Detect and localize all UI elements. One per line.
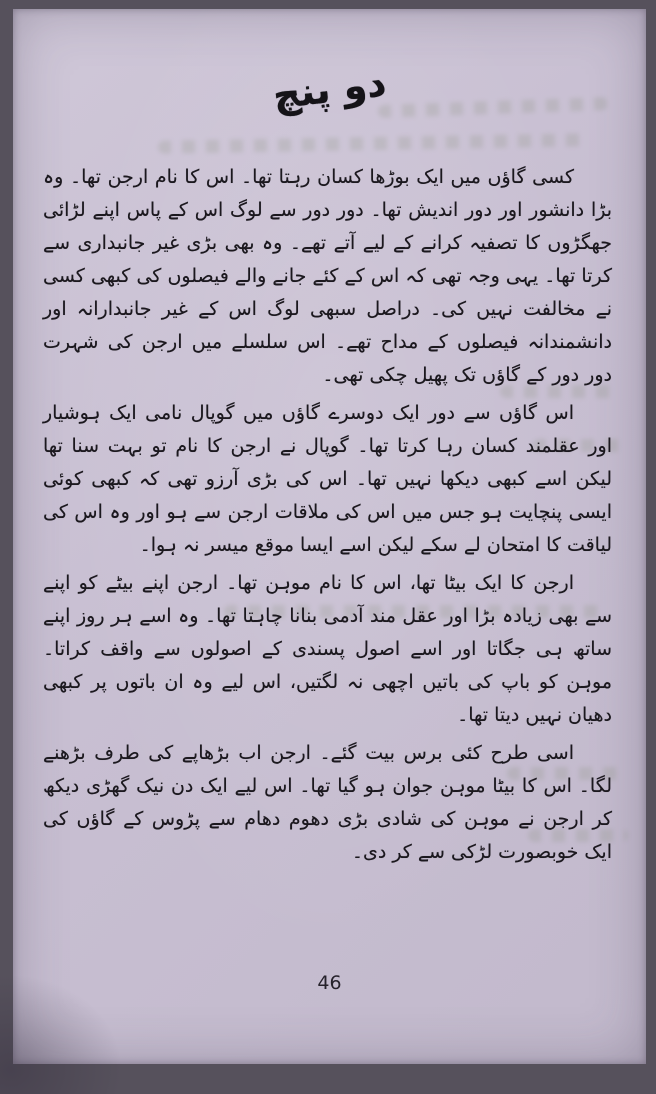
paragraph: ارجن کا ایک بیٹا تھا، اس کا نام موہن تھا۔ ارجن اپنے بیٹے کو اپنے سے بھی زیادہ بڑا اور عقل مند آدمی بنانا چاہتا تھا۔ وہ اسے ہر روز اپنے ساتھ ہی جگاتا اور اسے اصول پسندی کے اصولوں سے واقف کراتا۔ موہن کو باپ کی باتیں اچھی نہ لگتیں، اس لیے وہ ان باتوں پر کبھی دھیان نہیں دیتا تھا۔ — [43, 572, 612, 726]
paragraph: کسی گاؤں میں ایک بوڑھا کسان رہتا تھا۔ اس کا نام ارجن تھا۔ وہ بڑا دانشور اور دور اندیش تھا۔ دور دور سے لوگ اس کے پاس اپنے لڑائی جھگڑوں کا تصفیہ کرانے کے لیے آتے تھے۔ وہ بھی بڑی غیر جانبداری سے کرتا تھا۔ یہی وجہ تھی کہ اس کے کئے جانے والے فیصلوں کی کبھی کسی نے مخالفت نہیں کی۔ دراصل سبھی لوگ اس کے غیر جانبدارانہ اور دانشمندانہ فیصلوں کے مداح تھے۔ اس سلسلے میں ارجن کی شہرت دور دور کے گاؤں تک پھیل چکی تھی۔ — [43, 166, 612, 386]
scanned-page — [13, 9, 646, 1064]
chapter-title: دو پنچ — [270, 60, 389, 118]
page-number: 46 — [317, 972, 342, 994]
paragraph: اسی طرح کئی برس بیت گئے۔ ارجن اب بڑھاپے کی طرف بڑھنے لگا۔ اس کا بیٹا موہن جوان ہو گیا تھا۔ اس لیے ایک دن نیک گھڑی دیکھ کر ارجن نے موہن کی شادی بڑی دھوم دھام سے پڑوس کے گاؤں کی ایک خوبصورت لڑکی سے کر دی۔ — [43, 742, 612, 863]
paragraph: اس گاؤں سے دور ایک دوسرے گاؤں میں گوپال نامی ایک ہوشیار اور عقلمند کسان رہا کرتا تھا۔ گوپال نے ارجن کا نام تو بہت سنا تھا لیکن اسے کبھی دیکھا نہیں تھا۔ اس کی بڑی آرزو تھی کہ کبھی کوئی ایسی پنچایت ہو جس میں اس کی ملاقات ارجن سے ہو اور وہ اس کی لیاقت کا امتحان لے سکے لیکن اسے ایسا موقع میسر نہ ہوا۔ — [43, 402, 612, 556]
bleed-through-smudge — [158, 133, 588, 154]
body-text — [43, 161, 612, 874]
